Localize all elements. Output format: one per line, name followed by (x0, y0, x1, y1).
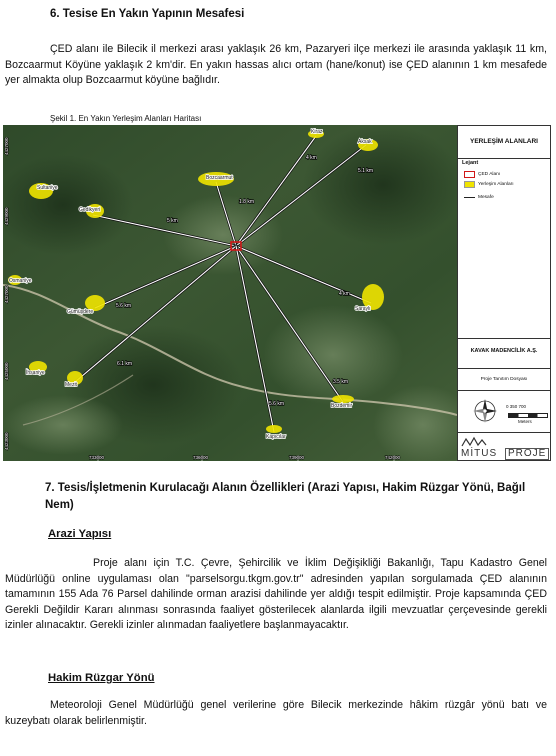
y-tick-label: 4427000 (4, 137, 9, 155)
scale-numbers: 0 350 700 (506, 404, 527, 409)
figure-caption: Şekil 1. En Yakın Yerleşim Alanları Haritası (50, 114, 202, 123)
red-square-icon (464, 171, 475, 178)
company-name: KAVAK MADENCİLİK A.Ş. (470, 348, 538, 354)
village-label: İhsaniye (26, 370, 45, 376)
village-label: Aksak (358, 139, 372, 145)
y-tick-label: 4427000 (4, 285, 9, 303)
yellow-square-icon (464, 181, 475, 188)
section-6-heading: 6. Tesise En Yakın Yapının Mesafesi (50, 8, 245, 20)
distance-label: 5.6 km (116, 303, 132, 309)
legend-heading: Lejant (462, 160, 479, 166)
distance-label: 5.6 km (269, 401, 285, 407)
legend-title: YERLEŞİM ALANLARI (458, 126, 550, 159)
village-label: Bozdemir (331, 403, 353, 409)
wind-paragraph: Meteoroloji Genel Müdürlüğü genel verilerine göre Bilecik merkezinde hâkim rüzgâr yönü batı ve kuzeybatı olarak belirlenmiştir. (5, 699, 547, 727)
scale-unit: Meters (518, 419, 532, 424)
y-tick-label: 4425000 (4, 362, 9, 380)
mitus-logo (458, 435, 550, 460)
x-tick-label: 742000 (385, 455, 401, 460)
distance-label: 5 km (167, 218, 178, 224)
x-tick-label: 733000 (89, 455, 105, 460)
village-label: Kiraz (311, 129, 323, 135)
section-6-paragraph: ÇED alanı ile Bilecik il merkezi arası yaklaşık 26 km, Pazaryeri ilçe merkezi ile arasında yaklaşık 11 km, Bozcaarmut Köyüne yaklaşık 2 km'dir. En yakın hassas alıcı ortam (hane/konut) ise ÇED alanının 1 km mesafede yer almakta olup Bozcaarmut köyüne bağlıdır. (5, 43, 547, 86)
y-tick-label: 4429000 (4, 207, 9, 225)
distance-label: 3.5 km (333, 379, 349, 385)
section-7-heading: 7. Tesis/İşletmenin Kurulacağı Alanın Özellikleri (Arazi Yapısı, Hakim Rüzgar Yönü, Bağıl Nem) (45, 482, 526, 511)
village-label: Saraylı (355, 306, 371, 312)
village-label: Bozcaarmut (206, 175, 233, 181)
distance-label: 5.1 km (358, 168, 374, 174)
x-tick-label: 739000 (289, 455, 305, 460)
distance-label: 6.1 km (117, 361, 133, 367)
distance-label: 4 km (339, 291, 350, 297)
subheading-wind: Hakim Rüzgar Yönü (48, 672, 155, 684)
project-name: Proje Tanıtım Dosyası (480, 377, 528, 382)
subheading-terrain: Arazi Yapısı (48, 528, 112, 540)
village-label: Mezit (65, 382, 77, 388)
settlement-area (332, 395, 354, 403)
village-label: Kapıcılar (266, 434, 286, 440)
scale-bar (508, 413, 548, 418)
x-tick-label: 736000 (193, 455, 209, 460)
settlement-map (3, 125, 457, 461)
village-label: Gümüşdere (67, 309, 94, 315)
village-label: Osmaniye (9, 278, 32, 284)
legend-item-distance: Mesafe (464, 195, 494, 200)
distance-label: 1.8 km (239, 199, 255, 205)
logo-right-text: PROJE (505, 448, 549, 460)
logo-mark-icon (461, 436, 501, 448)
village-label: Sultaniye (37, 185, 58, 191)
map-legend (457, 125, 551, 461)
legend-item-ced: ÇED Alanı (464, 171, 500, 178)
village-label: Gedikyeri (79, 207, 101, 213)
y-tick-label: 4423000 (4, 432, 9, 450)
legend-item-settlement: Yerleşim Alanları (464, 181, 514, 188)
map-svg (3, 125, 457, 461)
north-arrow-icon (472, 398, 498, 424)
settlement-area (266, 425, 282, 433)
distance-label: 4 km (306, 155, 317, 161)
logo-left-text: MİTUS (461, 448, 498, 459)
line-icon (464, 197, 475, 198)
terrain-paragraph: Proje alanı için T.C. Çevre, Şehircilik ve İklim Değişikliği Bakanlığı, Tapu Kadastro Genel Müdürlüğü online uygulaması olan "parselsorgu.tkgm.gov.tr" adresinden yapılan sorgulamada ÇED alanının tamamının 155 Ada 76 Parsel dahilinde orman arazisi dahilinde yer aldığı tespit edilmiştir. Proje kapsamında ÇED Gerekli Değildir Kararı alınması sonrasında faaliyet gösterilecek alanlarda ilgili mevzuatlar çerçevesinde gerekli izinler alınacaktır. Gerekli izinler alınmadan faaliyetlere başlanmayacaktır. (5, 557, 547, 631)
